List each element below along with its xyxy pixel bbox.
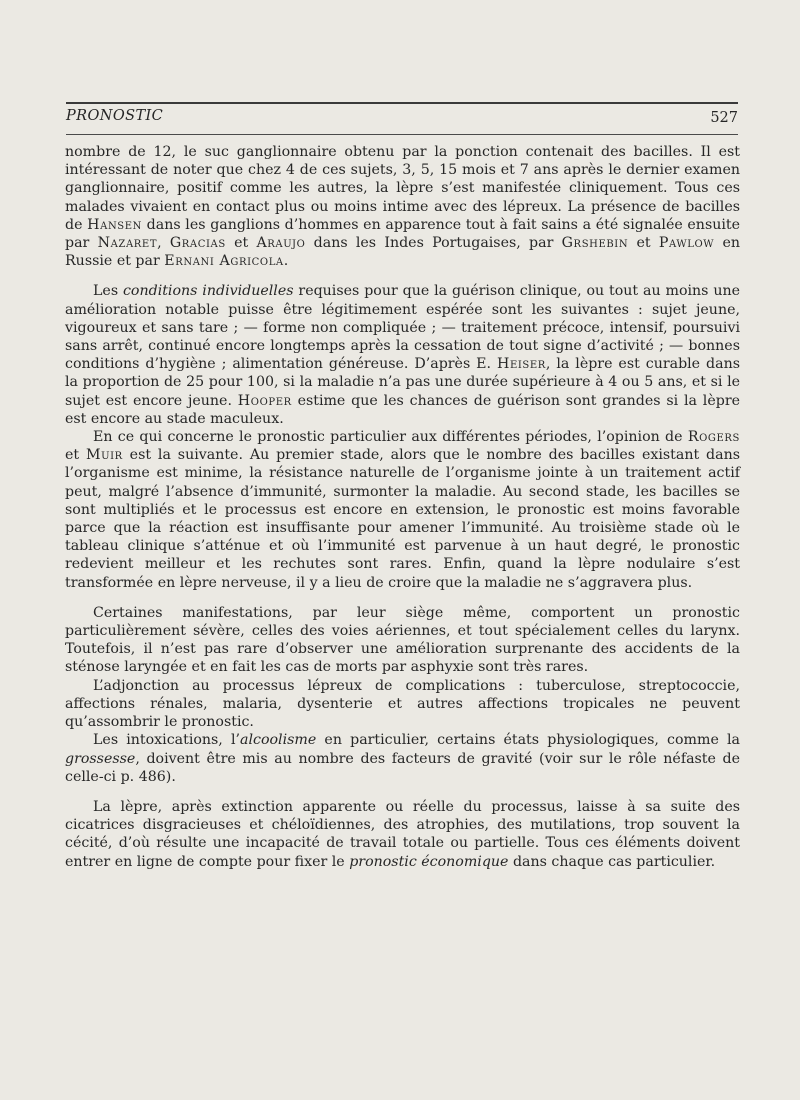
text-run: , [157,235,170,252]
author-name: Rogers [687,429,740,446]
author-name: Hooper [237,392,292,409]
text-run: La lèpre, après extinction apparente ou réelle du processus, laisse à sa suite des cicatrices disgracieuses et chéloïdiennes, des atrophies, des mutilations, trop souvent la cécité, d’où résulte une incapacité de travail totale ou partielle. Tous ces éléments doivent entrer en ligne de compte pour fixer le [65,798,740,870]
author-name: Nazaret [97,235,158,252]
paragraph-3 [65,428,740,592]
paragraph-6 [65,731,740,786]
text-run: est la suivante. Au premier stade, alors que le nombre des bacilles existant dans l’organisme est minime, la résistance naturelle de l’organisme jointe à un traitement actif peut, malgré l’absence d’immunité, surmonter la maladie. Au second stade, les bacilles se sont multipliés et le processus est encore en extension, le pronostic est moins favorable parce que la réaction est insuffisante pour amener l’immunité. Au troisième stade où le tableau clinique s’atténue et où l’immunité est parvenue à un haut degré, le pronostic redevient meilleur et les rechutes sont rares. Enfin, quand la lèpre nodulaire s’est transformée en lèpre nerveuse, il y a lieu de croire que la maladie ne s’aggravera plus. [65,447,740,591]
emphasis: conditions individuelles [122,283,294,300]
emphasis: grossesse [65,750,136,767]
text-run: et [225,235,257,252]
author-name: Hansen [87,216,143,233]
text-run: estime que les chances de guérison sont grandes si la lèpre est encore au stade maculeux. [65,392,741,427]
text-run: et [65,447,86,464]
author-name: Pawlow [658,235,715,252]
text-run: . [283,253,289,270]
text-run: dans les ganglions d’hommes en apparence tout à fait sains a été signalée ensuite par [65,216,740,252]
text-run: , la lèpre est curable dans la proportion de 25 pour 100, si la maladie n’a pas une durée supérieure à 4 ou 5 ans, et si le sujet est encore jeune. [65,356,740,409]
text-run: Les intoxications, l’ [93,732,241,749]
emphasis: alcoolisme [240,732,317,749]
text-run: En ce qui concerne le pronostic particulier aux différentes périodes, l’opinion de [93,429,688,446]
top-rule [66,102,738,104]
paragraph-7 [65,798,740,871]
text-run: Les [93,283,123,300]
text-run: et [628,235,659,252]
text-run: nombre de 12, le suc ganglionnaire obtenu par la ponction contenait des bacilles. Il est intéressant de noter que chez 4 de ces sujets, 3, 5, 15 mois et 7 ans après le dernier examen ganglionnaire, positif comme les autres, la lèpre s’est manifestée cliniquement. Tous ces malades vivaient en contact plus ou moins intime avec des lépreux. La présence de bacilles de [65,144,740,233]
body-text [65,143,740,871]
running-title: PRONOSTIC [66,108,164,124]
author-name: Muir [85,447,123,464]
paragraph-5: L’adjonction au processus lépreux de complications : tuberculose, streptococcie, affections rénales, malaria, dysenterie et autres affections tropicales ne peuvent qu’assombrir le pronostic. [65,677,740,731]
author-name: Araujo [256,235,306,252]
paragraph-4: Certaines manifestations, par leur siège même, comportent un pronostic particulièrement sévère, celles des voies aériennes, et tout spécialement celles du larynx. Toutefois, il n’est pas rare d’observer une amélioration surprenante des accidents de la sténose laryngée et en fait les cas de morts par asphyxie sont très rares. [65,604,740,676]
author-name: Gracias [169,235,226,252]
paragraph-2 [65,282,740,428]
author-name: Grshebin [561,235,629,252]
running-head [66,108,738,132]
text-run: dans chaque cas particulier. [508,853,716,870]
text-run: en Russie et par [65,235,740,270]
author-name: Heiser [496,356,546,373]
author-name: Ernani Agricola [164,253,284,270]
header-rule [66,134,738,135]
text-run: dans les Indes Portugaises, par [305,235,562,252]
paragraph-1 [65,143,740,270]
text-run: requises pour que la guérison clinique, ou tout au moins une amélioration notable puisse être légitimement espérée sont les suivantes : sujet jeune, vigoureux et sans tare ; — forme non compliquée ; — traitement précoce, intensif, poursuivi sans arrêt, continué encore longtemps après la cessation de tout signe d’activité ; — bonnes conditions d’hygiène ; alimentation généreuse. D’après E. [65,283,740,373]
text-run: en particulier, certains états physiologiques, comme la [316,732,740,749]
text-run: , doivent être mis au nombre des facteurs de gravité (voir sur le rôle néfaste de celle-ci p. 486). [65,750,740,785]
page-number: 527 [710,110,738,126]
emphasis: pronostic économique [349,853,509,870]
